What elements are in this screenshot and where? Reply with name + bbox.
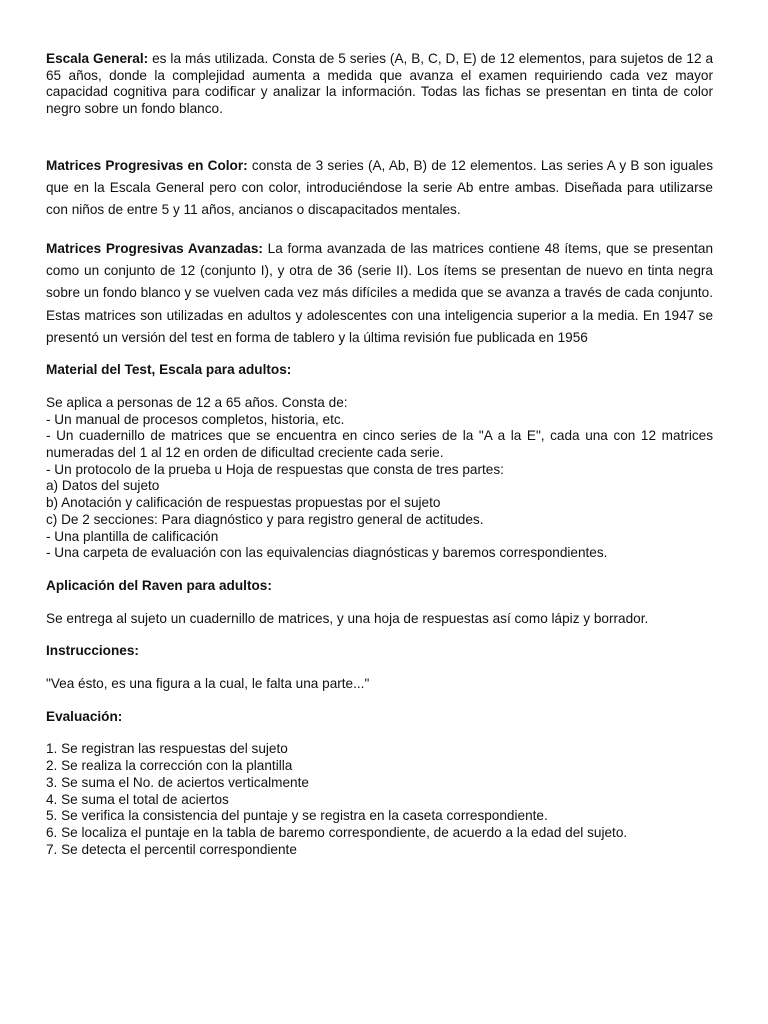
evaluation-step: 2. Se realiza la corrección con la plantilla [46,758,293,774]
term-matrices-avanzadas: Matrices Progresivas Avanzadas: [46,240,263,256]
material-item: a) Datos del sujeto [46,478,160,494]
term-matrices-color: Matrices Progresivas en Color: [46,157,248,173]
heading-material: Material del Test, Escala para adultos: [46,362,292,378]
material-list [46,395,713,562]
text-escala-general: es la más utilizada. Consta de 5 series (A, B, C, D, E) de 12 elementos, para sujetos de 12 a 65 años, donde la complejidad aumenta a medida que avanza el examen requiriendo cada vez mayor capacidad cognitiva para codificar y analizar la información. Todas las fichas se presentan en tinta de color negro sobre un fondo blanco. [46,51,714,117]
material-item: b) Anotación y calificación de respuestas propuestas por el sujeto [46,495,441,511]
paragraph-matrices-color [46,155,713,222]
material-item: - Un manual de procesos completos, historia, etc. [46,411,345,427]
material-item: - Un cuadernillo de matrices que se encuentra en cinco series de la "A a la E", cada una con 12 matrices numeradas del 1 al 12 en orden de dificultad creciente cada serie. [46,428,713,460]
evaluation-steps-list [46,741,713,858]
evaluation-step: 5. Se verifica la consistencia del puntaje y se registra en la caseta correspondiente. [46,808,548,824]
material-item: - Un protocolo de la prueba u Hoja de respuestas que consta de tres partes: [46,461,504,477]
evaluation-step: 6. Se localiza el puntaje en la tabla de baremo correspondiente, de acuerdo a la edad del sujeto. [46,824,628,840]
paragraph-instrucciones: "Vea ésto, es una figura a la cual, le falta una parte..." [46,676,370,692]
evaluation-step: 1. Se registran las respuestas del sujeto [46,741,288,757]
material-item: - Una plantilla de calificación [46,528,219,544]
heading-evaluacion: Evaluación: [46,708,123,724]
document-page [46,51,713,858]
material-intro: Se aplica a personas de 12 a 65 años. Consta de: [46,394,348,410]
paragraph-matrices-avanzadas [46,238,713,349]
material-item: c) De 2 secciones: Para diagnóstico y para registro general de actitudes. [46,511,484,527]
evaluation-step: 7. Se detecta el percentil correspondiente [46,841,297,857]
term-escala-general: Escala General: [46,51,149,66]
evaluation-step: 4. Se suma el total de aciertos [46,791,229,807]
text-matrices-color: consta de 3 series (A, Ab, B) de 12 elementos. Las series A y B son iguales que en la Escala General pero con color, introduciéndose la serie Ab entre ambas. Diseñada para utilizarse con niños de entre 5 y 11 años, ancianos o discapacitados mentales. [46,157,714,218]
text-matrices-avanzadas: La forma avanzada de las matrices contiene 48 ítems, que se presentan como un conjunto de 12 (conjunto I), y otra de 36 (serie II). Los ítems se presentan de nuevo en tinta negra sobre un fondo blanco y se vuelven cada vez más difíciles a medida que se avanza a través de cada conjunto. Estas matrices son utilizadas en adultos y adolescentes con una inteligencia superior a la media. En 1947 se presentó un versión del test en forma de tablero y la última revisión fue publicada en 1956 [46,240,714,345]
material-item: - Una carpeta de evaluación con las equivalencias diagnósticas y baremos correspondientes. [46,545,608,561]
paragraph-aplicacion: Se entrega al sujeto un cuadernillo de matrices, y una hoja de respuestas así como lápiz y borrador. [46,610,649,626]
heading-instrucciones: Instrucciones: [46,643,139,659]
heading-aplicacion: Aplicación del Raven para adultos: [46,577,272,593]
paragraph-escala-general [46,51,713,118]
evaluation-step: 3. Se suma el No. de aciertos verticalmente [46,774,309,790]
